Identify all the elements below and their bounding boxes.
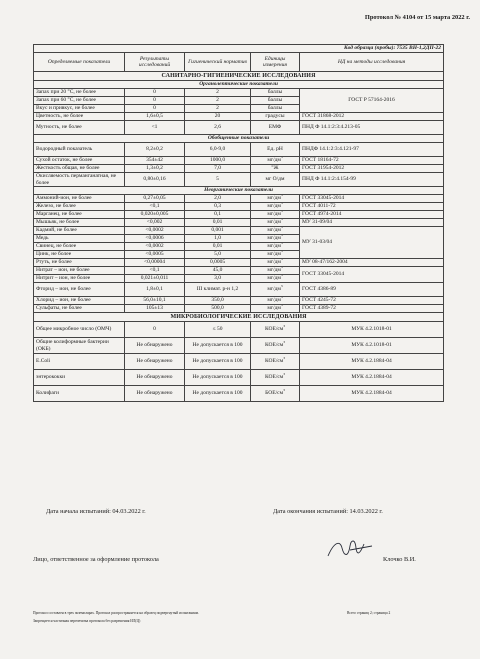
unit-exponent: 3 bbox=[280, 258, 283, 262]
unit-exponent: 3 bbox=[280, 156, 283, 160]
cell-result: Не обнаружено bbox=[125, 386, 185, 402]
header-unit: Единицы измерения bbox=[251, 53, 300, 72]
cell-result: 0,021±0,011 bbox=[125, 275, 185, 283]
cell-unit bbox=[251, 219, 300, 227]
table-row bbox=[34, 89, 444, 97]
cell-result: <0,1 bbox=[125, 267, 185, 275]
table-row bbox=[34, 297, 444, 305]
cell-unit bbox=[251, 105, 300, 113]
cell-norm: 20 bbox=[185, 113, 251, 121]
cell-unit bbox=[251, 89, 300, 97]
unit-text: мг/дм bbox=[267, 203, 281, 210]
unit-text: мг/дм bbox=[267, 286, 281, 293]
cell-parameter: Железо, не более bbox=[34, 203, 125, 211]
unit-text: баллы bbox=[267, 89, 283, 96]
cell-method: ПНД Ф 14.1:2:4.154-99 bbox=[300, 173, 444, 187]
cell-unit bbox=[251, 113, 300, 121]
unit-exponent: 3 bbox=[280, 284, 283, 289]
cell-result: 1,6±0,5 bbox=[125, 113, 185, 121]
cell-parameter: Запах при 60 °С, не более bbox=[34, 97, 125, 105]
cell-unit bbox=[251, 386, 300, 402]
cell-parameter: Хлорид – ион, не более bbox=[34, 297, 125, 305]
cell-parameter: Вкус и привкус, не более bbox=[34, 105, 125, 113]
cell-unit bbox=[251, 305, 300, 313]
cell-parameter: Фторид – ион, не более bbox=[34, 283, 125, 297]
table-row bbox=[34, 113, 444, 121]
cell-parameter: E.Coli bbox=[34, 354, 125, 370]
cell-unit bbox=[251, 322, 300, 338]
cell-result: 105±13 bbox=[125, 305, 185, 313]
table-row bbox=[34, 267, 444, 275]
unit-exponent: 3 bbox=[280, 242, 283, 246]
cell-unit bbox=[251, 143, 300, 157]
footer-page-count: Всего страниц 2; страница 2 bbox=[347, 611, 391, 615]
unit-text: градусы bbox=[265, 113, 285, 120]
cell-parameter: Марганец, не более bbox=[34, 211, 125, 219]
footer-note-reprint: Запрещается частичная перепечатка протокола без разрешения ИЛ(Ц) bbox=[33, 619, 141, 623]
cell-method: ГОСТ 33045-2014 bbox=[300, 195, 444, 203]
cell-method: МУК 4.2.1018-01 bbox=[300, 338, 444, 354]
cell-result: 1,8±0,1 bbox=[125, 283, 185, 297]
unit-text: мг/дм bbox=[267, 211, 281, 218]
cell-unit bbox=[251, 354, 300, 370]
cell-unit bbox=[251, 97, 300, 105]
cell-norm: 5 bbox=[185, 173, 251, 187]
cell-norm: 3,0 bbox=[185, 275, 251, 283]
cell-method: ПНДФ 14.1:2:3:4.121-97 bbox=[300, 143, 444, 157]
cell-result: 0 bbox=[125, 322, 185, 338]
cell-parameter: Сухой остаток, не более bbox=[34, 157, 125, 165]
unit-exponent: 3 bbox=[283, 388, 285, 393]
cell-result: <0,1 bbox=[125, 203, 185, 211]
cell-method: ГОСТ 31954-2012 bbox=[300, 165, 444, 173]
table-row bbox=[34, 338, 444, 354]
cell-unit bbox=[251, 259, 300, 267]
unit-exponent: 3 bbox=[280, 296, 283, 300]
section-microbiology-title: МИКРОБИОЛОГИЧЕСКИЕ ИССЛЕДОВАНИЯ bbox=[34, 313, 444, 322]
subsection-inorganic-title: Неорганические показатели bbox=[34, 187, 444, 195]
cell-unit bbox=[251, 267, 300, 275]
cell-norm: 500,0 bbox=[185, 305, 251, 313]
unit-text: КОЕ/см bbox=[264, 342, 284, 349]
header-result: Результаты исследований bbox=[125, 53, 185, 72]
cell-result: 354±42 bbox=[125, 157, 185, 165]
cell-unit bbox=[251, 203, 300, 211]
cell-result: <0,0005 bbox=[125, 251, 185, 259]
subsection-general-title: Обобщенные показатели bbox=[34, 135, 444, 143]
unit-text: мг/дм bbox=[267, 305, 281, 312]
cell-parameter: Запах при 20 °С, не более bbox=[34, 89, 125, 97]
cell-result: <1 bbox=[125, 121, 185, 135]
cell-norm: Не допускается в 100 bbox=[185, 338, 251, 354]
cell-unit bbox=[251, 275, 300, 283]
cell-parameter: Общие колиформные бактерии (ОКБ) bbox=[34, 338, 125, 354]
cell-method: ПНД Ф 14.1:2:3:4.213-05 bbox=[300, 121, 444, 135]
unit-text: мг/дм bbox=[267, 267, 281, 274]
unit-text: КОЕ/см bbox=[264, 374, 284, 381]
cell-parameter: Мутность, не более bbox=[34, 121, 125, 135]
signature-mark bbox=[320, 536, 384, 562]
unit-exponent: 3 bbox=[280, 226, 283, 230]
unit-exponent: 3 bbox=[280, 250, 283, 254]
cell-norm: 0,01 bbox=[185, 243, 251, 251]
cell-result: <0,0002 bbox=[125, 243, 185, 251]
results-table-body bbox=[34, 45, 444, 402]
cell-method: МУ 31-09/04 bbox=[300, 219, 444, 227]
sample-code-row bbox=[34, 45, 444, 53]
unit-exponent: 3 bbox=[280, 210, 283, 214]
cell-parameter: Мышьяк, не более bbox=[34, 219, 125, 227]
cell-method: МУ 31-03/04 bbox=[300, 227, 444, 259]
cell-result: 0 bbox=[125, 97, 185, 105]
subsection-general bbox=[34, 135, 444, 143]
cell-parameter: Цветность, не более bbox=[34, 113, 125, 121]
cell-norm: Не допускается в 100 bbox=[185, 386, 251, 402]
cell-norm: Не допускается в 100 bbox=[185, 354, 251, 370]
cell-result: <0,0002 bbox=[125, 227, 185, 235]
unit-text: мг/дм bbox=[267, 219, 281, 226]
cell-result: <0,002 bbox=[125, 219, 185, 227]
responsible-person-label: Лицо, ответственное за оформление протокола bbox=[33, 556, 159, 563]
unit-text: мг/дм bbox=[267, 297, 281, 304]
cell-norm: 2 bbox=[185, 97, 251, 105]
header-row bbox=[34, 53, 444, 72]
cell-unit bbox=[251, 297, 300, 305]
cell-result: Не обнаружено bbox=[125, 354, 185, 370]
cell-norm: 2,0 bbox=[185, 195, 251, 203]
header-norm: Гигиенический норматив bbox=[185, 53, 251, 72]
unit-text: мг/дм bbox=[267, 251, 281, 258]
cell-result: <0,00004 bbox=[125, 259, 185, 267]
test-start-date: Дата начала испытаний: 04.03.2022 г. bbox=[46, 508, 146, 515]
cell-unit bbox=[251, 251, 300, 259]
unit-exponent: 3 bbox=[280, 274, 283, 278]
cell-method: ГОСТ 4245-72 bbox=[300, 297, 444, 305]
cell-method: ГОСТ 33045-2014 bbox=[300, 267, 444, 283]
cell-parameter: Медь bbox=[34, 235, 125, 243]
results-table bbox=[33, 44, 444, 402]
cell-method: МУК 4.2.1884-04 bbox=[300, 370, 444, 386]
cell-result: 0,27±0,05 bbox=[125, 195, 185, 203]
cell-method: МУК 4.2.1884-04 bbox=[300, 354, 444, 370]
cell-norm: 45,0 bbox=[185, 267, 251, 275]
cell-norm: 2 bbox=[185, 89, 251, 97]
cell-method: ГОСТ 4389-72 bbox=[300, 305, 444, 313]
cell-unit bbox=[251, 157, 300, 165]
cell-result: <0,0006 bbox=[125, 235, 185, 243]
unit-exponent: 3 bbox=[283, 356, 286, 361]
unit-exponent: 3 bbox=[280, 218, 283, 222]
cell-result: 0 bbox=[125, 105, 185, 113]
table-row bbox=[34, 157, 444, 165]
unit-exponent: 3 bbox=[280, 202, 283, 206]
cell-norm: 0,0005 bbox=[185, 259, 251, 267]
unit-text: мг/дм bbox=[267, 195, 281, 202]
section-sanitary-title: САНИТАРНО-ГИГИЕНИЧЕСКИЕ ИССЛЕДОВАНИЯ bbox=[34, 72, 444, 81]
signer-name: Клочко В.И. bbox=[383, 556, 416, 563]
cell-parameter: Свинец, не более bbox=[34, 243, 125, 251]
cell-method: ГОСТ Р 57164-2016 bbox=[300, 89, 444, 113]
cell-parameter: Колифаги bbox=[34, 386, 125, 402]
cell-result: 56,0±10,1 bbox=[125, 297, 185, 305]
cell-parameter: Кадмий, не более bbox=[34, 227, 125, 235]
table-row bbox=[34, 370, 444, 386]
table-row bbox=[34, 259, 444, 267]
cell-parameter: Общее микробное число (ОМЧ) bbox=[34, 322, 125, 338]
cell-result: 0 bbox=[125, 89, 185, 97]
cell-parameter: энтерококки bbox=[34, 370, 125, 386]
unit-exponent: 3 bbox=[280, 304, 283, 308]
cell-parameter: Нитрат – ион, не более bbox=[34, 267, 125, 275]
cell-norm: 0,1 bbox=[185, 211, 251, 219]
unit-exponent: 3 bbox=[280, 194, 283, 198]
cell-method: МУК 4.2.1884-04 bbox=[300, 386, 444, 402]
unit-text: КОЕ/см bbox=[264, 358, 284, 365]
table-row bbox=[34, 227, 444, 235]
table-row bbox=[34, 219, 444, 227]
cell-unit bbox=[251, 165, 300, 173]
cell-unit bbox=[251, 283, 300, 297]
cell-parameter: Аммоний-ион, не более bbox=[34, 195, 125, 203]
cell-norm: 1,0 bbox=[185, 235, 251, 243]
test-end-date: Дата окончания испытаний: 14.03.2022 г. bbox=[273, 508, 383, 515]
sample-code: Код образца (пробы): 7535 ВН-1,2ДП-22 bbox=[34, 45, 444, 53]
cell-norm: 6,0-9,0 bbox=[185, 143, 251, 157]
cell-parameter: Ртуть, не более bbox=[34, 259, 125, 267]
protocol-title: Протокол № 4104 от 15 марта 2022 г. bbox=[364, 14, 470, 21]
cell-result: 8,2±0,2 bbox=[125, 143, 185, 157]
section-sanitary bbox=[34, 72, 444, 81]
cell-norm: 7,0 bbox=[185, 165, 251, 173]
unit-exponent: 3 bbox=[283, 372, 286, 377]
table-row bbox=[34, 283, 444, 297]
cell-unit bbox=[251, 235, 300, 243]
table-row bbox=[34, 386, 444, 402]
section-microbiology bbox=[34, 313, 444, 322]
subsection-organoleptic bbox=[34, 81, 444, 89]
cell-parameter: Сульфаты, не более bbox=[34, 305, 125, 313]
cell-method: ГОСТ 31868-2012 bbox=[300, 113, 444, 121]
cell-norm: ≤ 50 bbox=[185, 322, 251, 338]
cell-result: 0,80±0,16 bbox=[125, 173, 185, 187]
cell-result: Не обнаружено bbox=[125, 370, 185, 386]
cell-parameter: Водородный показатель bbox=[34, 143, 125, 157]
cell-method: ГОСТ 18164-72 bbox=[300, 157, 444, 165]
footer-note-copies: Протокол составлен в трех экземплярах. Протокол распространяется на образец подвергнутый испытаниям. bbox=[33, 611, 199, 615]
cell-result: Не обнаружено bbox=[125, 338, 185, 354]
cell-unit bbox=[251, 195, 300, 203]
header-parameter: Определяемые показатели bbox=[34, 53, 125, 72]
cell-unit bbox=[251, 227, 300, 235]
unit-text: мг/дм bbox=[267, 235, 281, 242]
unit-exponent: 3 bbox=[280, 234, 283, 238]
table-row bbox=[34, 203, 444, 211]
cell-norm: Не допускается в 100 bbox=[185, 370, 251, 386]
unit-exponent: 3 bbox=[283, 324, 286, 329]
cell-method: МУ 08-47/162-2004 bbox=[300, 259, 444, 267]
unit-exponent: 3 bbox=[283, 340, 286, 345]
cell-norm: 0,3 bbox=[185, 203, 251, 211]
subsection-inorganic bbox=[34, 187, 444, 195]
unit-exponent: 3 bbox=[280, 266, 283, 270]
cell-parameter: Жесткость общая, не более bbox=[34, 165, 125, 173]
cell-unit bbox=[251, 211, 300, 219]
table-row bbox=[34, 322, 444, 338]
table-row bbox=[34, 173, 444, 187]
cell-method: ГОСТ 4386-89 bbox=[300, 283, 444, 297]
table-row bbox=[34, 305, 444, 313]
cell-norm: 5,0 bbox=[185, 251, 251, 259]
table-row bbox=[34, 354, 444, 370]
unit-text: мг О/дм bbox=[265, 176, 285, 183]
cell-norm: 0,001 bbox=[185, 227, 251, 235]
cell-unit bbox=[251, 173, 300, 187]
unit-text: мг/дм bbox=[267, 275, 281, 282]
cell-norm: 2,6 bbox=[185, 121, 251, 135]
cell-norm: 2 bbox=[185, 105, 251, 113]
cell-unit bbox=[251, 121, 300, 135]
cell-norm: 1000,0 bbox=[185, 157, 251, 165]
unit-text: мг/дм bbox=[267, 157, 281, 164]
unit-text: БОЕ/см bbox=[265, 390, 284, 397]
cell-unit bbox=[251, 243, 300, 251]
unit-text: ЕМФ bbox=[268, 124, 282, 131]
cell-norm: 350,0 bbox=[185, 297, 251, 305]
unit-text: баллы bbox=[267, 97, 283, 104]
header-method: НД на методы исследования bbox=[300, 53, 444, 72]
unit-text: КОЕ/см bbox=[264, 326, 284, 333]
unit-text: баллы bbox=[267, 105, 283, 112]
table-row bbox=[34, 121, 444, 135]
unit-text: мг/дм bbox=[267, 243, 281, 250]
unit-text: мг/дм bbox=[267, 227, 281, 234]
unit-text: °Ж bbox=[271, 165, 279, 172]
cell-parameter: Нитрит – ион, не более bbox=[34, 275, 125, 283]
table-row bbox=[34, 211, 444, 219]
cell-unit bbox=[251, 338, 300, 354]
cell-method: МУК 4.2.1018-01 bbox=[300, 322, 444, 338]
cell-result: 0,020±0,005 bbox=[125, 211, 185, 219]
cell-norm: III климат. р-н 1,2 bbox=[185, 283, 251, 297]
cell-unit bbox=[251, 370, 300, 386]
cell-method: ГОСТ 4974-2014 bbox=[300, 211, 444, 219]
subsection-organoleptic-title: Органолептические показатели bbox=[34, 81, 444, 89]
cell-result: 1,3±0,2 bbox=[125, 165, 185, 173]
table-row bbox=[34, 165, 444, 173]
cell-norm: 0,01 bbox=[185, 219, 251, 227]
unit-text: мг/дм bbox=[267, 259, 281, 266]
cell-parameter: Цинк, не более bbox=[34, 251, 125, 259]
table-row bbox=[34, 143, 444, 157]
cell-method: ГОСТ 4011-72 bbox=[300, 203, 444, 211]
table-row bbox=[34, 195, 444, 203]
unit-text: Ед. рН bbox=[267, 146, 283, 153]
cell-parameter: Окисляемость перманганатная, не более bbox=[34, 173, 125, 187]
